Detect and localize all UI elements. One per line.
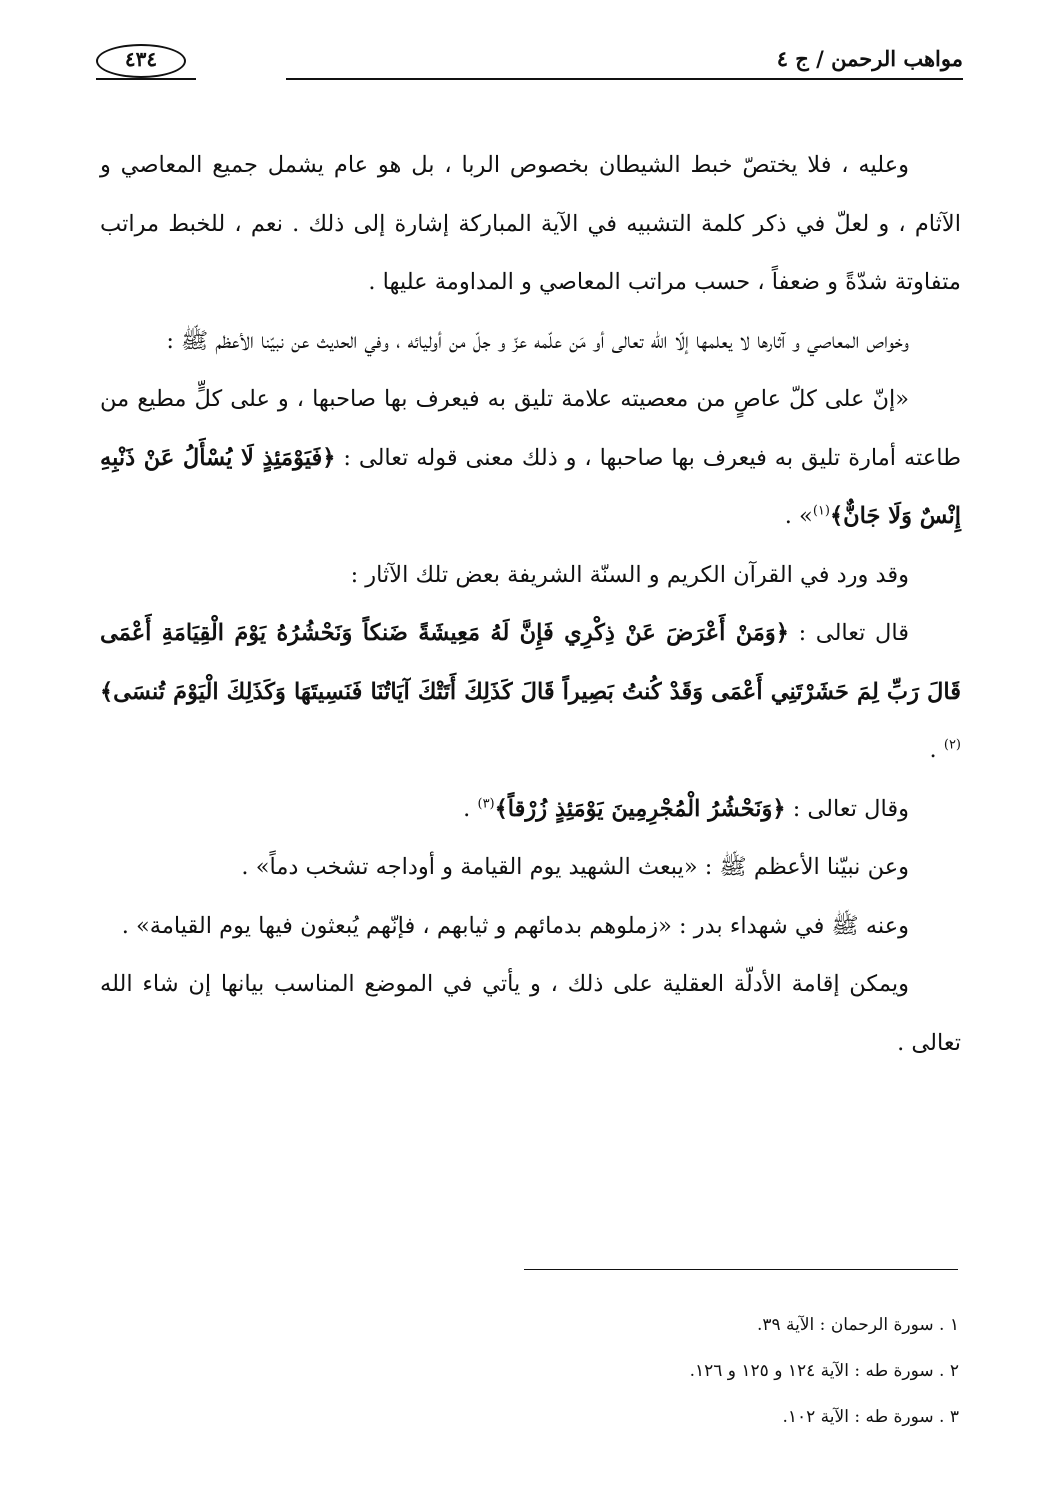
running-title: مواهب الرحمن / ج ٤ [776, 46, 963, 71]
quran-verse: ﴿فَيَوْمَئِذٍ لَا يُسْأَلُ عَنْ ذَنْبِهِ إِنْسٌ وَلَا جَانٌّ﴾ [100, 444, 961, 529]
footnote-reference: (٢) [943, 737, 961, 753]
paragraph-text: قال تعالى : [788, 620, 909, 646]
paragraph-text: «إنّ على كلّ عاصٍ من معصيته علامة تليق به فيعرف بها صاحبها ، و على كلٍّ مطيع من طاعته أمارة تليق به فيعرف بها صاحبها ، و ذلك معنى قوله تعالى : [100, 386, 961, 471]
footnote-2: ٢ . سورة طه : الآية ١٢٤ و ١٢٥ و ١٢٦. [689, 1361, 959, 1381]
paragraph-text: وقد ورد في القرآن الكريم و السنّة الشريفة بعض تلك الآثار : [350, 561, 909, 588]
paragraph-8 [100, 897, 961, 956]
paragraph-text: وخواص المعاصي و آثارها لا يعلمها إلّا الله تعالى أو مَن علّمه عزّ و جلّ من أوليائه ، وفي الحديث عن نبيّنا الأعظم ﷺ : [166, 327, 909, 354]
paragraph-text: وعليه ، فلا يختصّ خبط الشيطان بخصوص الربا ، بل هو عام يشمل جميع المعاصي و الآثام ، و لعلّ في ذكر كلمة التشبيه في الآية المباركة إشارة إلى ذلك . نعم ، للخبط مراتب متفاوتة شدّةً و ضعفاً ، حسب مراتب المعاصي و المداومة عليها . [100, 152, 961, 295]
paragraph-2 [100, 312, 961, 371]
body-text [100, 136, 961, 1072]
paragraph-text: وقال تعالى : [785, 795, 909, 822]
page-header [96, 38, 963, 88]
paragraph-3 [100, 370, 961, 546]
paragraph-6 [100, 780, 961, 839]
paragraph-text: » . [784, 503, 813, 529]
paragraph-text: . [929, 737, 944, 763]
header-rule [286, 78, 963, 80]
paragraph-text: وعنه ﷺ في شهداء بدر : «زملوهم بدمائهم و ثيابهم ، فإنّهم يُبعثون فيها يوم القيامة» . [121, 912, 909, 939]
footnote-rule [524, 1269, 958, 1270]
page-number: ٤٣٤ [124, 47, 158, 71]
quran-verse: ﴿وَنَحْشُرُ الْمُجْرِمِينَ يَوْمَئِذٍ زُرْقاً﴾ [494, 795, 786, 822]
paragraph-text: ويمكن إقامة الأدلّة العقلية على ذلك ، و يأتي في الموضع المناسب بيانها إن شاء الله تعالى . [100, 971, 961, 1056]
paragraph-5 [100, 604, 961, 780]
paragraph-text: . [463, 795, 478, 822]
quran-verse: ﴿وَمَنْ أَعْرَضَ عَنْ ذِكْرِي فَإِنَّ لَهُ مَعِيشَةً ضَنكاً وَنَحْشُرُهُ يَوْمَ الْقِيَامَةِ أَعْمَى قَالَ رَبِّ لِمَ حَشَرْتَنِي أَعْمَى وَقَدْ كُنتُ بَصِيراً قَالَ كَذَلِكَ أَتَتْكَ آيَاتُنَا فَنَسِيتَهَا وَكَذَلِكَ الْيَوْمَ تُنسَى﴾ [100, 620, 961, 705]
footnote-3: ٣ . سورة طه : الآية ١٠٢. [782, 1407, 959, 1427]
paragraph-1 [100, 136, 961, 312]
paragraph-text: وعن نبيّنا الأعظم ﷺ : «يبعث الشهيد يوم القيامة و أوداجه تشخب دماً» . [241, 854, 909, 880]
paragraph-4 [100, 546, 961, 605]
footnote-reference: (١) [812, 503, 830, 519]
paragraph-9 [100, 955, 961, 1072]
paragraph-7 [100, 838, 961, 897]
footnote-1: ١ . سورة الرحمان : الآية ٣٩. [756, 1315, 959, 1335]
page-number-badge [96, 44, 186, 76]
footnote-reference: (٣) [477, 796, 495, 811]
footnotes [259, 1302, 959, 1440]
header-rule-left [96, 78, 196, 80]
